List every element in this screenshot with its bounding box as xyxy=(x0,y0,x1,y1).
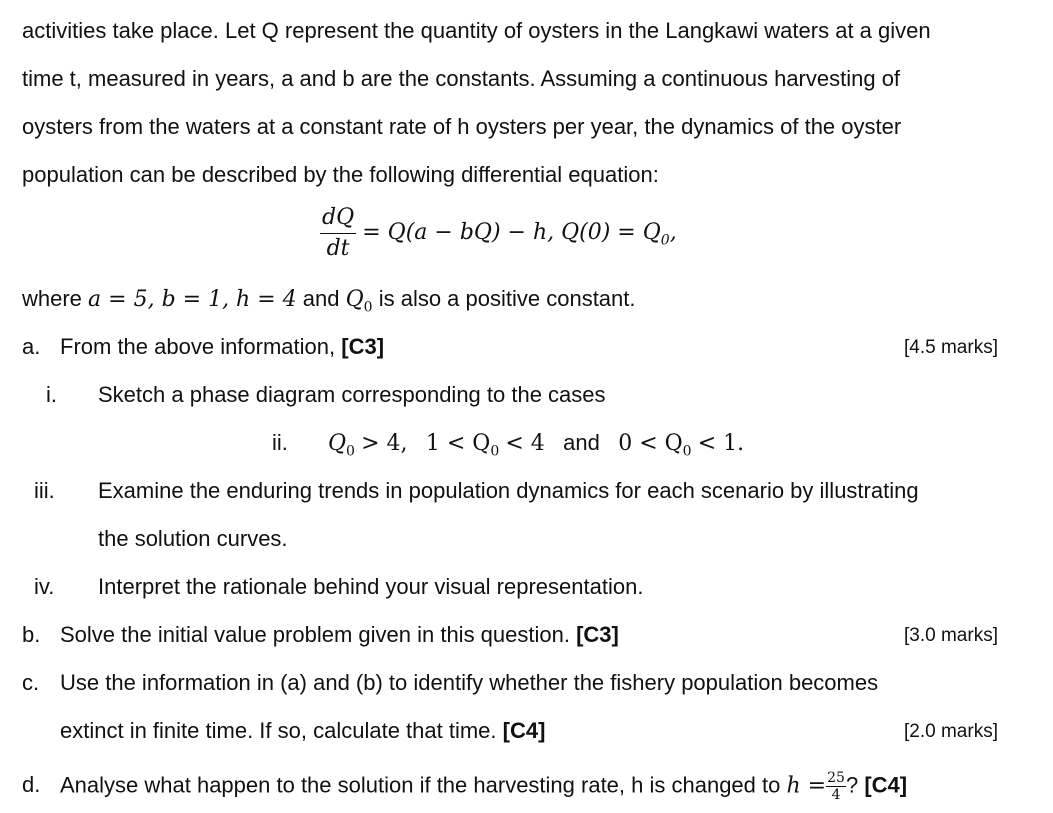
part-c-statement: extinct in finite time. If so, calculate that time. xyxy=(60,718,497,743)
part-a-iii-text-1: Examine the enduring trends in population dynamics for each scenario by illustrating xyxy=(98,478,919,503)
part-d-frac-den: 4 xyxy=(831,787,841,803)
differential-equation xyxy=(320,202,677,270)
part-b-text xyxy=(60,620,619,650)
part-b-code: [C3] xyxy=(576,622,619,647)
part-d-label: d. xyxy=(22,772,41,797)
parameter-values-line xyxy=(22,284,636,322)
part-b-label: b. xyxy=(22,622,41,647)
case2-sub: 0 xyxy=(490,443,500,460)
part-a-code: [C3] xyxy=(341,334,385,359)
part-c-label: c. xyxy=(22,670,40,695)
part-a-ii-cases xyxy=(328,428,744,466)
part-a-i-label: i. xyxy=(46,382,57,407)
part-b-statement: Solve the initial value problem given in this question. xyxy=(60,622,570,647)
part-a-label: a. xyxy=(22,334,41,359)
parameter-values: a = 5, b = 1, h = 4 xyxy=(88,287,297,312)
equation-subscript: 0 xyxy=(660,232,670,249)
part-d-question: ? xyxy=(845,772,859,798)
part-d-frac-num: 25 xyxy=(827,770,845,786)
part-b-marks: [3.0 marks] xyxy=(904,625,998,646)
part-a-statement: From the above information, xyxy=(60,334,336,359)
part-a-i-text: Sketch a phase diagram corresponding to the cases xyxy=(98,382,606,407)
where-and: and xyxy=(302,286,340,311)
part-d-code: [C4] xyxy=(864,772,908,798)
part-d-h-eq: h = xyxy=(786,773,827,799)
part-a-iii-label: iii. xyxy=(34,478,55,503)
part-a-marks: [4.5 marks] xyxy=(904,337,998,358)
equation-tail: , xyxy=(669,220,677,246)
where-q0-sub: 0 xyxy=(363,299,373,316)
paragraph-line-4: population can be described by the following differential equation: xyxy=(22,162,659,187)
equation-rhs: = Q(a − bQ) − h, Q(0) = Q xyxy=(362,220,661,246)
derivative-denominator: dt xyxy=(326,235,350,261)
part-a-ii-label: ii. xyxy=(272,430,288,455)
part-d-statement: Analyse what happen to the solution if the harvesting rate, h is changed to xyxy=(60,772,781,798)
part-c-text-1: Use the information in (a) and (b) to identify whether the fishery population becomes xyxy=(60,670,879,695)
part-a-iv-label: iv. xyxy=(34,574,55,599)
part-a-iii-text-2: the solution curves. xyxy=(98,526,288,551)
case2-a: 1 < Q xyxy=(425,431,491,456)
part-a-iv-text: Interpret the rationale behind your visual representation. xyxy=(98,574,644,599)
case3-a: 0 < Q xyxy=(618,431,683,456)
case3-sub: 0 xyxy=(682,443,692,460)
paragraph-line-1: activities take place. Let Q represent the quantity of oysters in the Langkawi waters at a given xyxy=(22,18,931,43)
where-prefix: where xyxy=(22,286,82,311)
case2-b: < 4 xyxy=(505,431,545,456)
part-a-text xyxy=(60,332,384,362)
cases-and: and xyxy=(563,430,600,455)
case1-rest: > 4, xyxy=(361,431,408,456)
derivative-numerator: dQ xyxy=(320,203,356,234)
part-d-text xyxy=(60,770,907,803)
case3-b: < 1. xyxy=(697,431,745,456)
derivative-fraction xyxy=(320,203,356,264)
paragraph-line-3: oysters from the waters at a constant rate of h oysters per year, the dynamics of the oyster xyxy=(22,114,902,139)
part-c-marks: [2.0 marks] xyxy=(904,721,998,742)
part-c-code: [C4] xyxy=(502,718,546,743)
case1-q: Q xyxy=(328,431,347,456)
where-q0: Q xyxy=(345,287,364,312)
part-c-text-2 xyxy=(60,716,545,746)
part-d-fraction xyxy=(826,770,846,803)
case1-sub: 0 xyxy=(346,443,355,460)
where-suffix: is also a positive constant. xyxy=(378,286,636,311)
paragraph-line-2: time t, measured in years, a and b are the constants. Assuming a continuous harvesting of xyxy=(22,66,901,91)
